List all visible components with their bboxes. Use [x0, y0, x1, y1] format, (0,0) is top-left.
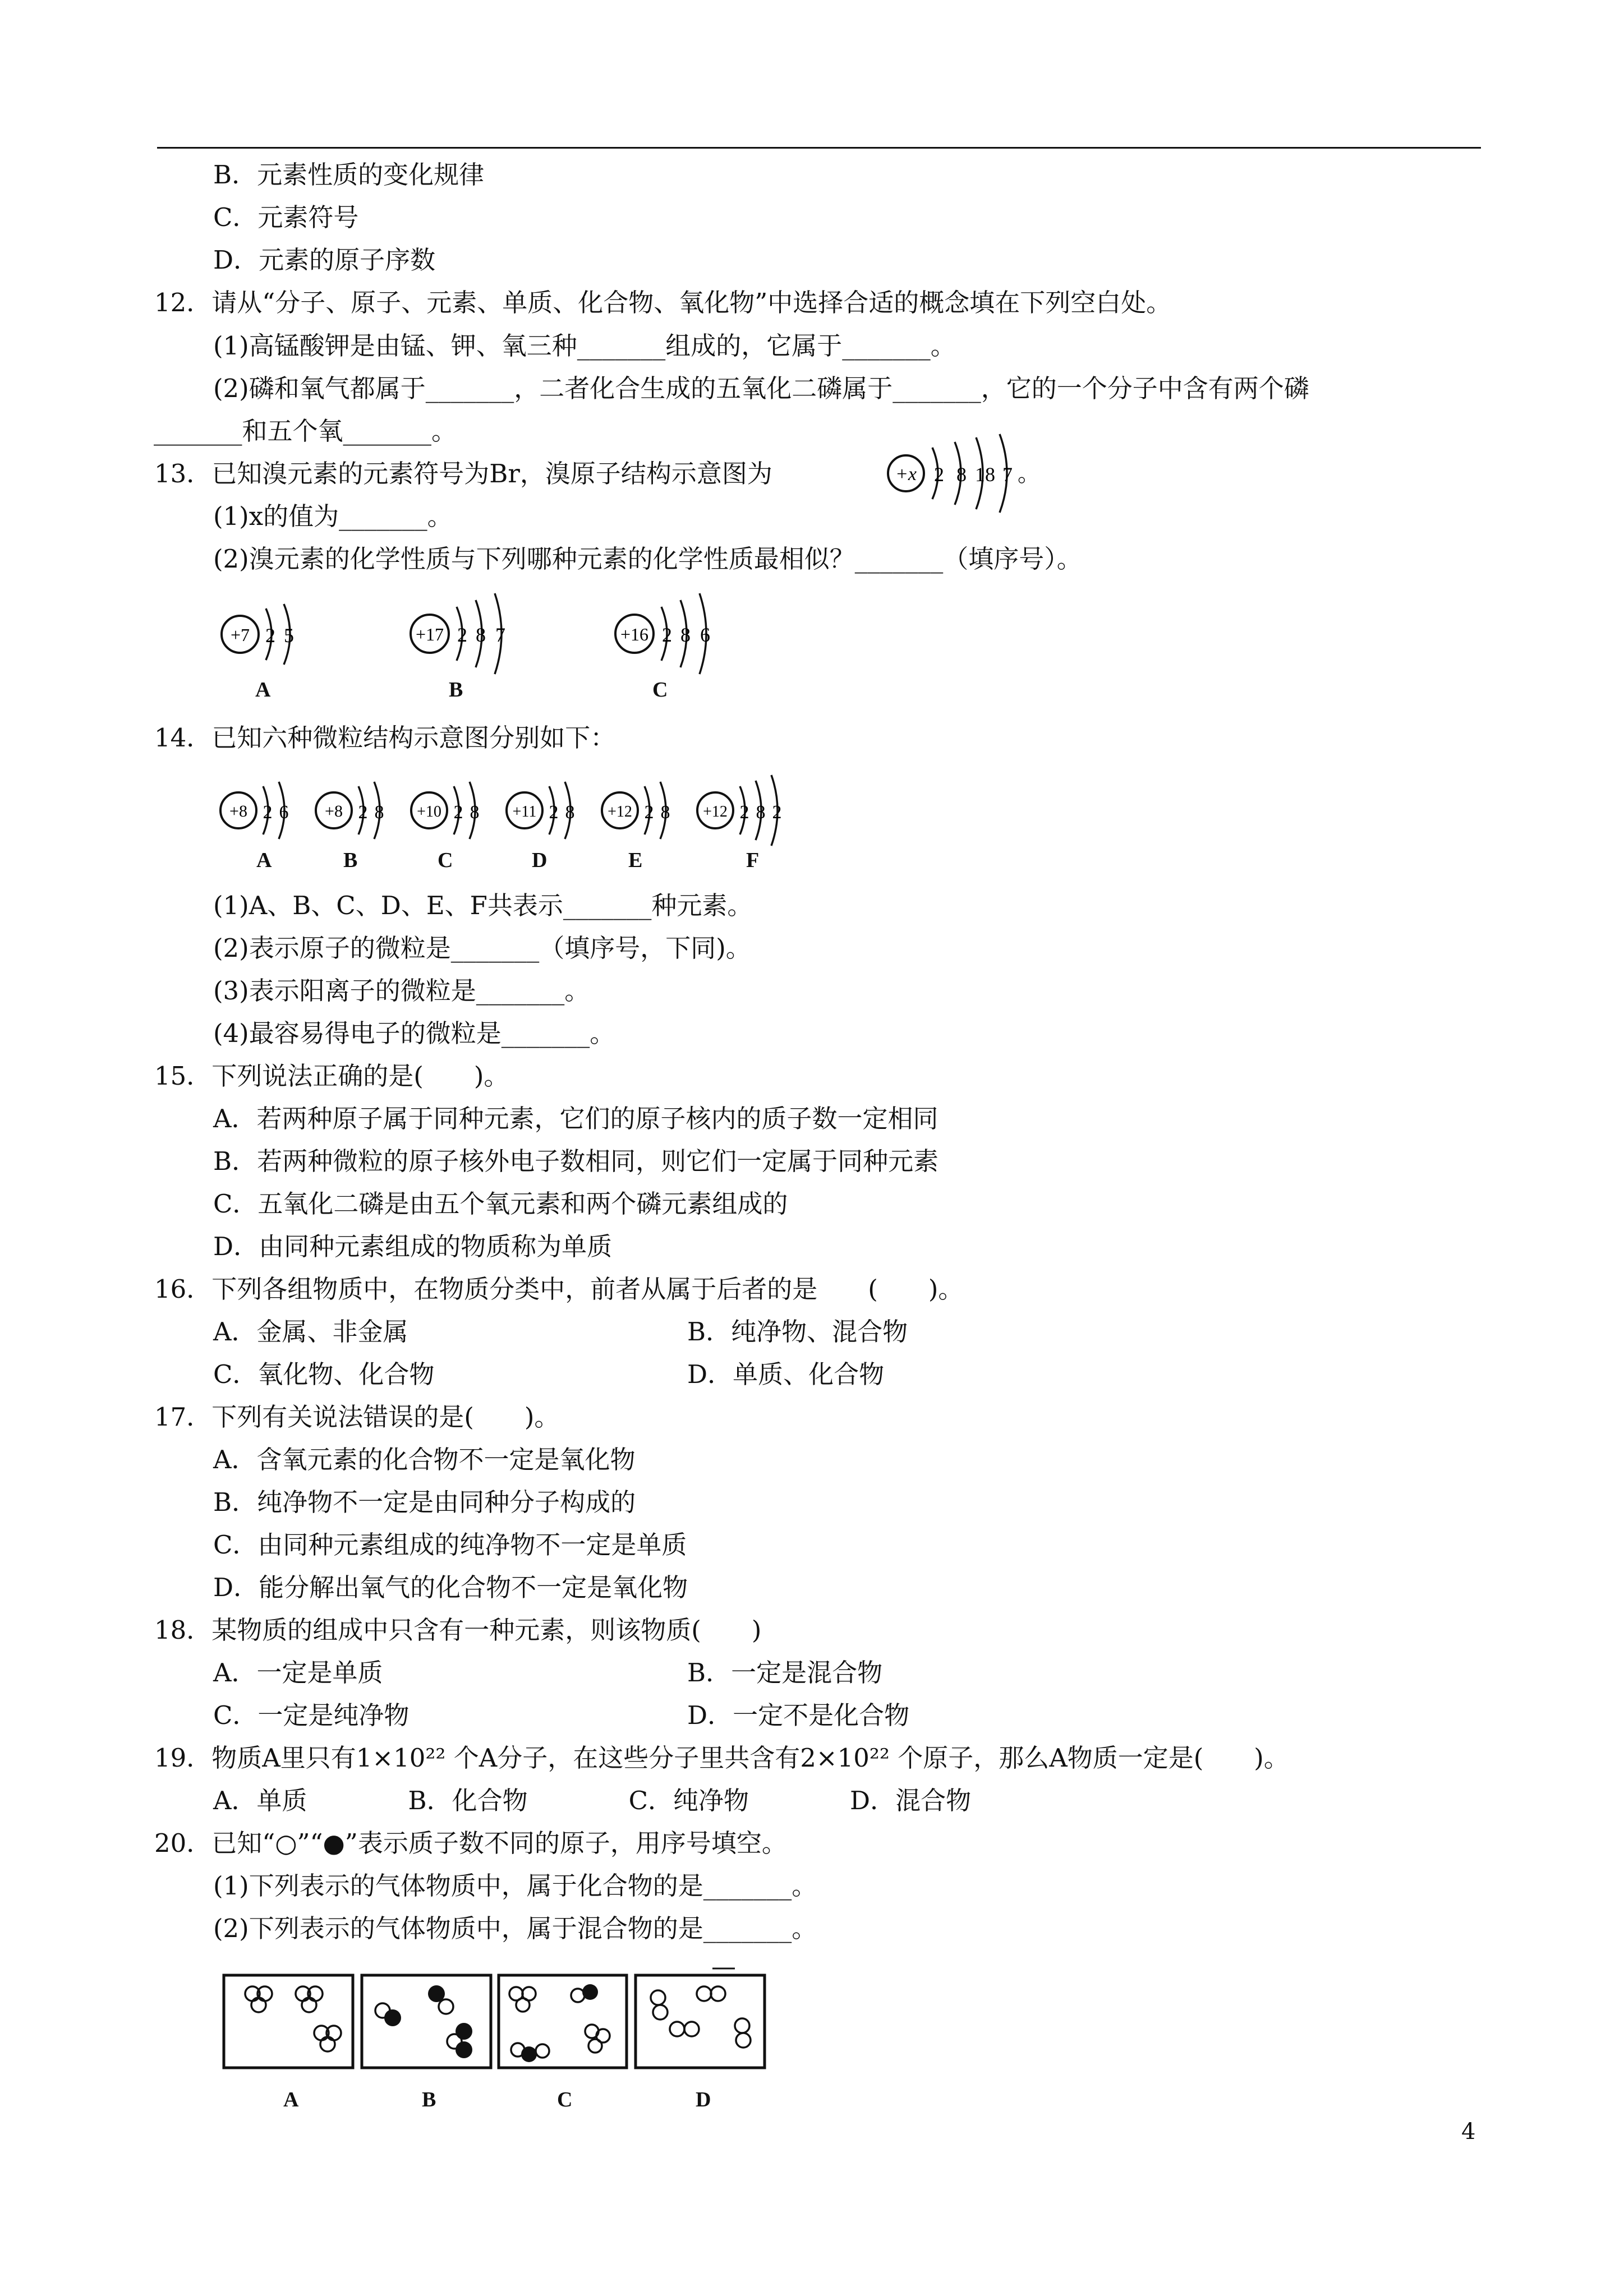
svg-text:2: 2 [549, 802, 559, 823]
q20-molecule-boxes [222, 1963, 783, 2086]
q14-label-c: C [438, 849, 453, 872]
br-nucleus: +x [895, 464, 917, 485]
br-diagram-tail: 。 [1018, 461, 1040, 486]
q16-option-c: C．氧化物、化合物 [213, 1359, 435, 1389]
br-atom-diagram [881, 432, 1049, 522]
q16-option-a: A．金属、非金属 [213, 1317, 408, 1347]
svg-text:2: 2 [453, 802, 463, 823]
q14-label-e: E [628, 849, 643, 872]
q20-label-c: C [557, 2088, 573, 2111]
q14-label-a: A [256, 849, 272, 872]
svg-text:8: 8 [374, 802, 384, 823]
svg-text:+16: +16 [620, 624, 649, 644]
svg-text:+12: +12 [703, 803, 728, 820]
q17-stem: 17．下列有关说法错误的是( )。 [154, 1402, 560, 1432]
q14-part3: (3)表示阳离子的微粒是_______。 [213, 976, 590, 1006]
q17-option-c: C．由同种元素组成的纯净物不一定是单质 [213, 1530, 687, 1560]
q13-option-b-diagram [404, 583, 539, 679]
q13-part1: (1)x的值为_______。 [213, 501, 453, 531]
q14-particle-a [216, 768, 311, 852]
q14-particle-f [693, 764, 805, 854]
svg-text:2: 2 [263, 802, 273, 823]
q15-stem: 15．下列说法正确的是( )。 [154, 1061, 509, 1091]
q18-option-b: B．一定是混合物 [687, 1658, 883, 1688]
svg-text:8: 8 [470, 802, 480, 823]
q15-option-a: A．若两种原子属于同种元素，它们的原子核内的质子数一定相同 [213, 1104, 938, 1133]
q11-option-c: C．元素符号 [213, 202, 359, 232]
q11-option-d: D．元素的原子序数 [213, 245, 436, 275]
q20-box-c [499, 1975, 627, 2068]
q20-label-d: D [696, 2088, 711, 2111]
q18-option-a: A．一定是单质 [213, 1658, 383, 1688]
svg-text:+7: +7 [230, 625, 250, 645]
q19-stem: 19．物质A里只有1×10²² 个A分子，在这些分子里共含有2×10²² 个原子，那么A物质一定是( )。 [154, 1743, 1289, 1773]
q20-label-b: B [422, 2088, 436, 2111]
q14-part2: (2)表示原子的微粒是_______（填序号，下同)。 [213, 933, 751, 963]
q14-particle-d [502, 768, 597, 852]
q12-part2: (2)磷和氧气都属于_______，二者化合生成的五氧化二磷属于_______，它的一个分子中含有两个磷 [213, 374, 1309, 403]
page-number: 4 [1461, 2119, 1476, 2145]
br-shell-1: 2 [934, 463, 944, 486]
q16-option-d: D．单质、化合物 [687, 1359, 885, 1389]
q17-option-d: D．能分解出氧气的化合物不一定是氧化物 [213, 1573, 688, 1602]
svg-text:+12: +12 [608, 803, 632, 820]
br-shell-4: 7 [1002, 463, 1013, 486]
q17-option-b: B．纯净物不一定是由同种分子构成的 [213, 1487, 636, 1517]
q14-particle-e [597, 768, 693, 852]
q14-part1: (1)A、B、C、D、E、F共表示_______种元素。 [213, 891, 753, 920]
q14-particle-b [311, 768, 407, 852]
q16-stem: 16．下列各组物质中，在物质分类中，前者从属于后者的是 ( )。 [154, 1274, 964, 1304]
q13-option-a-diagram [214, 592, 326, 676]
svg-text:2: 2 [457, 624, 467, 646]
q14-label-d: D [532, 849, 548, 872]
svg-text:5: 5 [284, 624, 294, 647]
q14-stem: 14．已知六种微粒结构示意图分别如下： [154, 723, 616, 753]
svg-text:8: 8 [660, 802, 670, 823]
svg-text:2: 2 [662, 624, 672, 646]
svg-text:+8: +8 [229, 802, 247, 820]
q12-part2-cont: _______和五个氧_______。 [154, 416, 457, 446]
q20-box-b [362, 1975, 491, 2068]
q20-box-d [636, 1968, 765, 2068]
svg-text:2: 2 [739, 802, 749, 823]
svg-text:8: 8 [756, 802, 766, 823]
q13-part2: (2)溴元素的化学性质与下列哪种元素的化学性质最相似？_______（填序号）。 [213, 544, 1082, 574]
q13-label-c: C [652, 678, 668, 702]
q20-part2: (2)下列表示的气体物质中，属于混合物的是_______。 [213, 1914, 817, 1943]
q13-label-b: B [449, 678, 463, 702]
svg-text:7: 7 [495, 624, 505, 646]
q12-part1: (1)高锰酸钾是由锰、钾、氧三种_______组成的，它属于_______。 [213, 331, 956, 361]
svg-text:+17: +17 [415, 624, 444, 644]
q20-stem: 20．已知“○”“●”表示质子数不同的原子，用序号填空。 [154, 1828, 787, 1858]
svg-text:+8: +8 [325, 802, 343, 820]
svg-text:6: 6 [700, 624, 710, 646]
svg-text:2: 2 [358, 802, 368, 823]
q13-stem: 13．已知溴元素的元素符号为Br，溴原子结构示意图为 [154, 459, 772, 488]
svg-text:2: 2 [772, 802, 782, 823]
q18-option-c: C．一定是纯净物 [213, 1700, 410, 1730]
q16-option-b: B．纯净物、混合物 [687, 1317, 908, 1347]
q15-option-c: C．五氧化二磷是由五个氧元素和两个磷元素组成的 [213, 1189, 788, 1219]
svg-text:8: 8 [680, 624, 691, 646]
q13-label-a: A [255, 678, 271, 702]
svg-text:2: 2 [644, 802, 654, 823]
q11-option-b: B．元素性质的变化规律 [213, 160, 485, 190]
q20-part1: (1)下列表示的气体物质中，属于化合物的是_______。 [213, 1871, 817, 1901]
q15-option-d: D．由同种元素组成的物质称为单质 [213, 1232, 613, 1261]
svg-text:8: 8 [476, 624, 486, 646]
svg-text:+11: +11 [512, 803, 537, 820]
q17-option-a: A．含氧元素的化合物不一定是氧化物 [213, 1445, 636, 1474]
q14-part4: (4)最容易得电子的微粒是_______。 [213, 1018, 615, 1048]
q20-box-a [224, 1975, 353, 2068]
svg-text:6: 6 [279, 802, 289, 823]
q18-stem: 18．某物质的组成中只含有一种元素，则该物质( ) [154, 1615, 762, 1645]
svg-text:+10: +10 [417, 803, 441, 820]
q13-option-c-diagram [609, 583, 743, 679]
q12-stem: 12．请从“分子、原子、元素、单质、化合物、氧化物”中选择合适的概念填在下列空白处。 [154, 288, 1172, 317]
br-shell-3: 18 [975, 463, 995, 486]
svg-text:2: 2 [265, 624, 275, 647]
q14-label-f: F [746, 849, 760, 872]
q14-label-b: B [343, 849, 358, 872]
q20-label-a: A [283, 2088, 299, 2111]
svg-text:8: 8 [565, 802, 575, 823]
q15-option-b: B．若两种微粒的原子核外电子数相同，则它们一定属于同种元素 [213, 1146, 939, 1176]
q19-options: A．单质 B．化合物 C．纯净物 D．混合物 [213, 1786, 972, 1815]
br-shell-2: 8 [956, 463, 967, 486]
q14-particle-c [407, 768, 502, 852]
q18-option-d: D．一定不是化合物 [687, 1700, 910, 1730]
header-rule [157, 147, 1481, 149]
